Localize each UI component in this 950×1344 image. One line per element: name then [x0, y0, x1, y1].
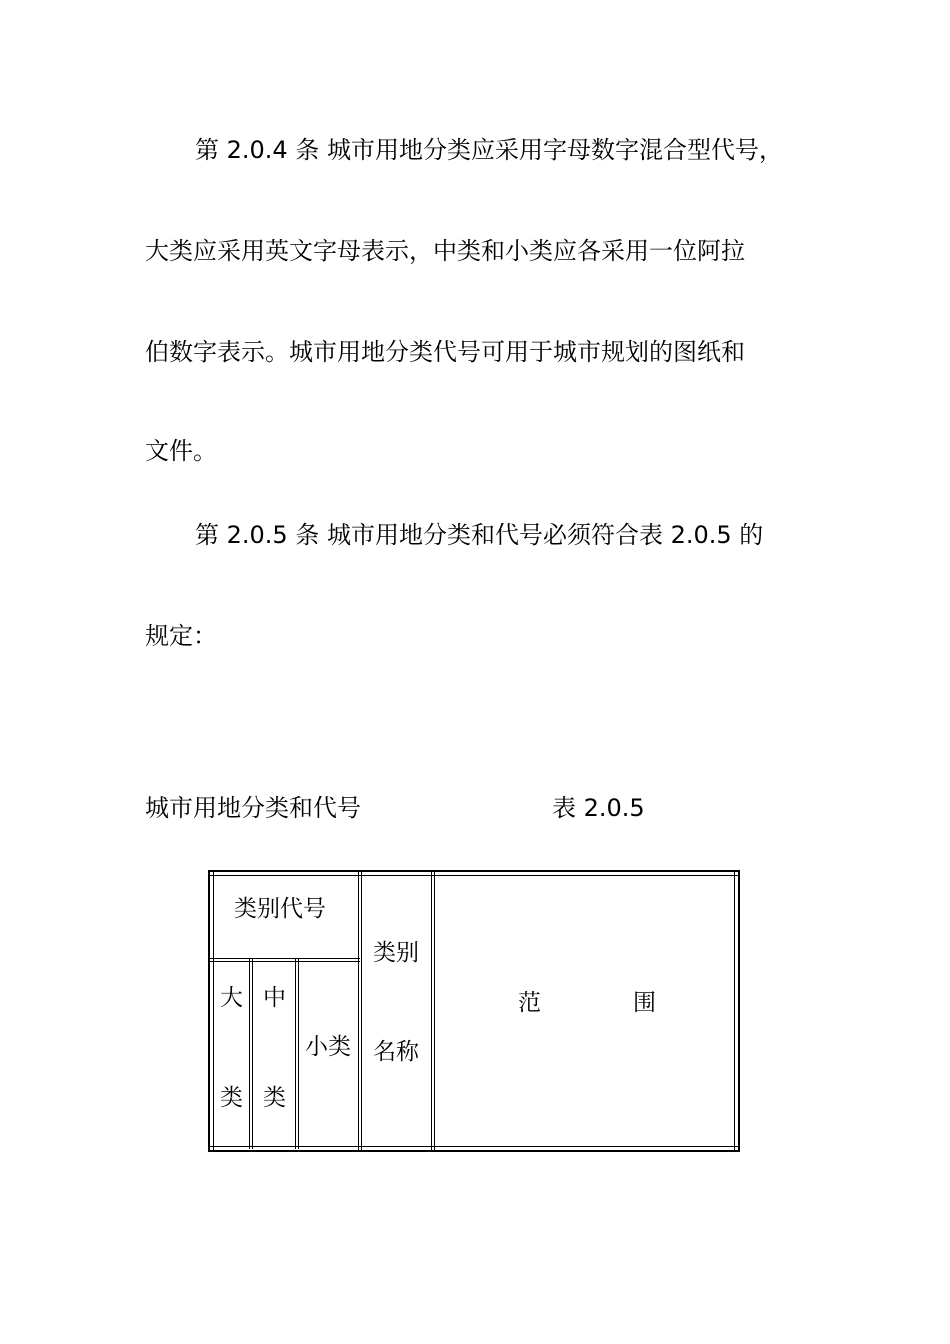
header-scope-2: 围: [633, 990, 656, 1016]
paragraph-line-2: 大类应采用英文字母表示，中类和小类应各采用一位阿拉: [145, 237, 745, 265]
paragraph-line-3: 伯数字表示。城市用地分类代号可用于城市规划的图纸和: [145, 338, 745, 366]
header-middle-2: 类: [263, 1085, 286, 1111]
header-code-group: 类别代号: [234, 896, 326, 922]
header-major-2: 类: [220, 1085, 243, 1111]
header-minor: 小类: [305, 1034, 351, 1060]
header-major-1: 大: [220, 985, 243, 1011]
header-name-2: 名称: [373, 1039, 419, 1065]
paragraph-line-1: 第 2.0.4 条 城市用地分类应采用字母数字混合型代号，: [195, 136, 783, 164]
table-caption-title: 城市用地分类和代号: [145, 794, 361, 822]
land-use-classification-table: [208, 870, 740, 1152]
header-middle-1: 中: [263, 985, 286, 1011]
paragraph-line-5: 第 2.0.5 条 城市用地分类和代号必须符合表 2.0.5 的: [195, 521, 764, 549]
paragraph-line-4: 文件。: [145, 437, 217, 465]
paragraph-line-6: 规定：: [145, 622, 217, 650]
table-caption-number: 表 2.0.5: [552, 794, 645, 822]
header-scope-1: 范: [518, 990, 541, 1016]
header-name-1: 类别: [373, 940, 419, 966]
